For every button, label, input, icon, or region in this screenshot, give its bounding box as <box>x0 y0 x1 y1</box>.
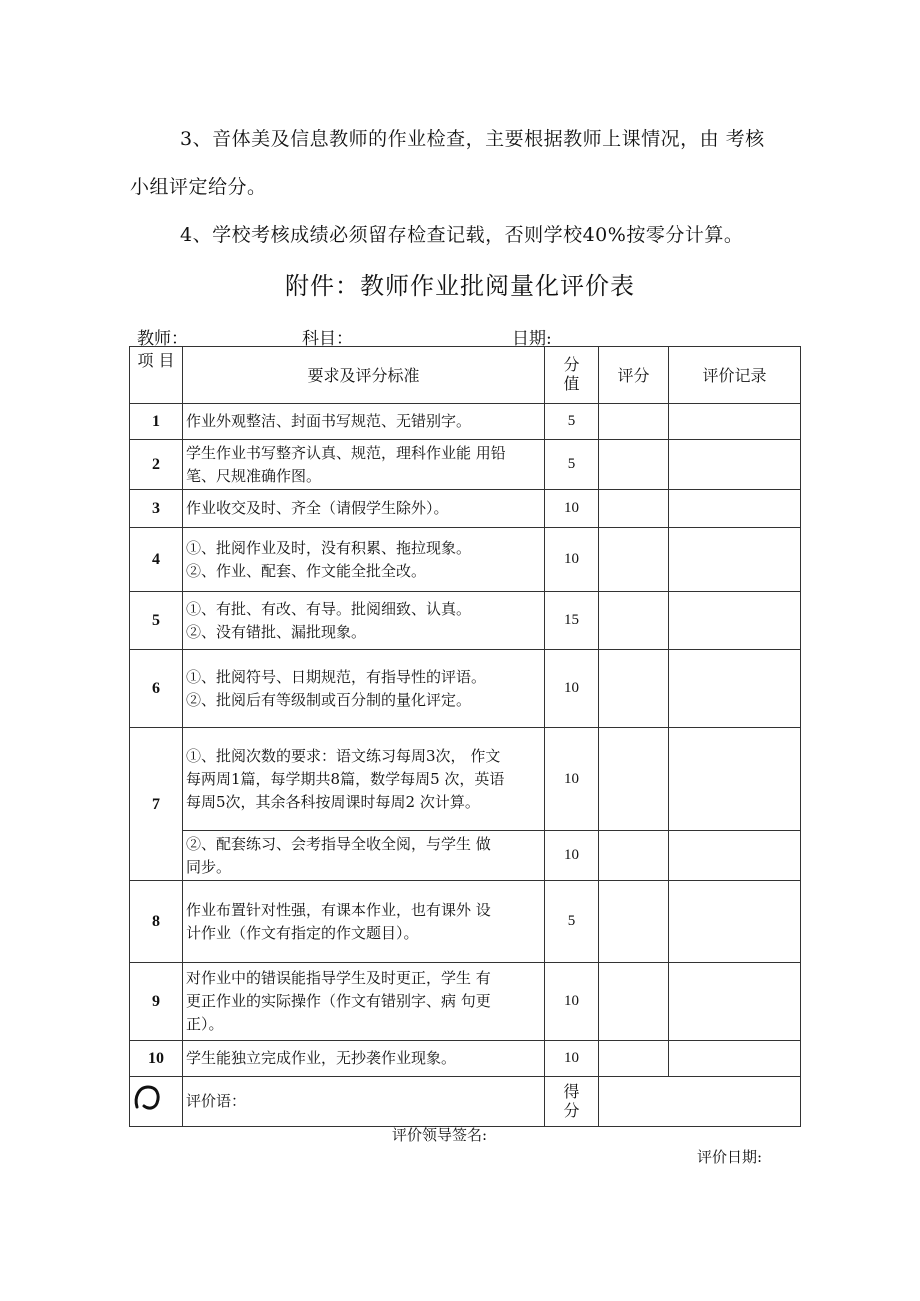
criteria-cell <box>183 831 545 881</box>
record-input-cell[interactable] <box>669 592 801 650</box>
score-input-cell[interactable] <box>599 528 669 592</box>
scribble-icon <box>133 1081 163 1115</box>
criteria-line: 作业收交及时、齐全（请假学生除外）。 <box>186 499 449 517</box>
criteria-line: 学生能独立完成作业，无抄袭作业现象。 <box>186 1049 457 1067</box>
criteria-line: ②、没有错批、漏批现象。 <box>186 622 367 641</box>
record-input-cell[interactable] <box>669 528 801 592</box>
criteria-cell <box>183 728 545 831</box>
value-cell: 15 <box>545 592 599 650</box>
item-number: 1 <box>130 404 183 440</box>
criteria-line: ①、批阅次数的要求：语文练习每周3次， 作文 <box>186 746 501 765</box>
record-input-cell[interactable] <box>669 1041 801 1077</box>
paragraph-4: 4、学校考核成绩必须留存检查记载，否则学校40%按零分计算。 <box>180 224 744 246</box>
table-row <box>130 528 801 592</box>
criteria-cell <box>183 1041 545 1077</box>
comment-cell[interactable]: 评价语： <box>183 1077 545 1127</box>
criteria-cell <box>183 963 545 1041</box>
score-input-cell[interactable] <box>599 490 669 528</box>
score-input-cell[interactable] <box>599 728 669 831</box>
table-row <box>130 404 801 440</box>
criteria-line: 学生作业书写整齐认真、规范，理科作业能 用铅 <box>186 443 506 462</box>
value-cell: 10 <box>545 650 599 728</box>
score-input-cell[interactable] <box>599 404 669 440</box>
item-number: 3 <box>130 490 183 528</box>
date-label: 日期: <box>512 329 552 349</box>
item-number: 6 <box>130 650 183 728</box>
total-score-cell[interactable] <box>599 1077 801 1127</box>
record-input-cell[interactable] <box>669 490 801 528</box>
value-cell: 10 <box>545 528 599 592</box>
evaluation-date-label: 评价日期: <box>697 1148 763 1166</box>
item-number: 10 <box>130 1041 183 1077</box>
scribble-mark-cell <box>130 1077 183 1127</box>
record-input-cell[interactable] <box>669 963 801 1041</box>
header-record: 评价记录 <box>669 347 801 404</box>
score-input-cell[interactable] <box>599 1041 669 1077</box>
table-row <box>130 881 801 963</box>
criteria-cell <box>183 440 545 490</box>
criteria-line: 每两周1篇，每学期共8篇，数学每周5 次，英语 <box>186 769 505 788</box>
value-cell: 5 <box>545 404 599 440</box>
criteria-cell <box>183 881 545 963</box>
criteria-cell <box>183 592 545 650</box>
table-row <box>130 1041 801 1077</box>
value-cell: 10 <box>545 728 599 831</box>
teacher-label: 教师： <box>137 329 188 349</box>
criteria-cell <box>183 404 545 440</box>
total-label-cell <box>545 1077 599 1127</box>
subject-label: 科目： <box>302 329 353 349</box>
paragraph-3-line-2: 小组评定给分。 <box>130 176 267 198</box>
table-row <box>130 650 801 728</box>
criteria-line: 更正作业的实际操作（作文有错别字、病 句更 <box>186 992 491 1010</box>
criteria-line: 计作业（作文有指定的作文题目）。 <box>186 923 419 942</box>
evaluation-table <box>129 346 801 1127</box>
value-cell: 10 <box>545 490 599 528</box>
record-input-cell[interactable] <box>669 440 801 490</box>
item-number: 9 <box>130 963 183 1041</box>
paragraph-3-line-1: 3、音体美及信息教师的作业检查，主要根据教师上课情况，由 考核 <box>180 128 765 150</box>
criteria-line: ①、有批、有改、有导。批阅细致、认真。 <box>186 599 472 618</box>
table-row <box>130 490 801 528</box>
table-row <box>130 831 801 881</box>
criteria-line: 每周5次，其余各科按周课时每周2 次计算。 <box>186 792 480 811</box>
value-cell: 10 <box>545 831 599 881</box>
header-criteria: 要求及评分标准 <box>183 347 545 404</box>
leader-signature-label: 评价领导签名: <box>392 1126 488 1144</box>
criteria-line: ②、作业、配套、作文能全批全改。 <box>186 561 427 580</box>
criteria-cell <box>183 528 545 592</box>
criteria-line: 正）。 <box>186 1015 224 1033</box>
criteria-line: 对作业中的错误能指导学生及时更正，学生 有 <box>186 969 491 987</box>
item-number: 8 <box>130 881 183 963</box>
item-number: 2 <box>130 440 183 490</box>
header-item: 项 目 <box>130 347 183 404</box>
value-cell: 5 <box>545 881 599 963</box>
record-input-cell[interactable] <box>669 728 801 831</box>
criteria-line: 笔、尺规准确作图。 <box>186 466 322 485</box>
criteria-cell <box>183 650 545 728</box>
score-input-cell[interactable] <box>599 963 669 1041</box>
score-input-cell[interactable] <box>599 831 669 881</box>
comment-row <box>130 1077 801 1127</box>
table-row <box>130 592 801 650</box>
record-input-cell[interactable] <box>669 404 801 440</box>
page-title: 附件：教师作业批阅量化评价表 <box>285 272 635 300</box>
criteria-line: ①、批阅作业及时，没有积累、拖拉现象。 <box>186 538 472 557</box>
item-number: 4 <box>130 528 183 592</box>
table-row <box>130 440 801 490</box>
value-cell: 10 <box>545 1041 599 1077</box>
score-input-cell[interactable] <box>599 650 669 728</box>
criteria-cell <box>183 490 545 528</box>
header-score: 评分 <box>599 347 669 404</box>
item-number: 7 <box>130 728 183 881</box>
score-input-cell[interactable] <box>599 592 669 650</box>
criteria-line: 作业外观整洁、封面书写规范、无错别字。 <box>186 412 472 430</box>
table-row <box>130 728 801 831</box>
record-input-cell[interactable] <box>669 881 801 963</box>
score-input-cell[interactable] <box>599 881 669 963</box>
table-row <box>130 963 801 1041</box>
header-value: 分值 <box>545 347 599 404</box>
table-header-row <box>130 347 801 404</box>
criteria-line: ②、批阅后有等级制或百分制的量化评定。 <box>186 690 472 709</box>
record-input-cell[interactable] <box>669 650 801 728</box>
criteria-line: ②、配套练习、会考指导全收全阅，与学生 做 <box>186 834 491 853</box>
value-cell: 5 <box>545 440 599 490</box>
criteria-line: ①、批阅符号、日期规范，有指导性的评语。 <box>186 667 487 686</box>
item-number: 5 <box>130 592 183 650</box>
total-label: 得分 <box>563 1081 580 1120</box>
record-input-cell[interactable] <box>669 831 801 881</box>
value-cell: 10 <box>545 963 599 1041</box>
criteria-line: 同步。 <box>186 857 232 876</box>
score-input-cell[interactable] <box>599 440 669 490</box>
criteria-line: 作业布置针对性强，有课本作业，也有课外 设 <box>186 900 491 919</box>
